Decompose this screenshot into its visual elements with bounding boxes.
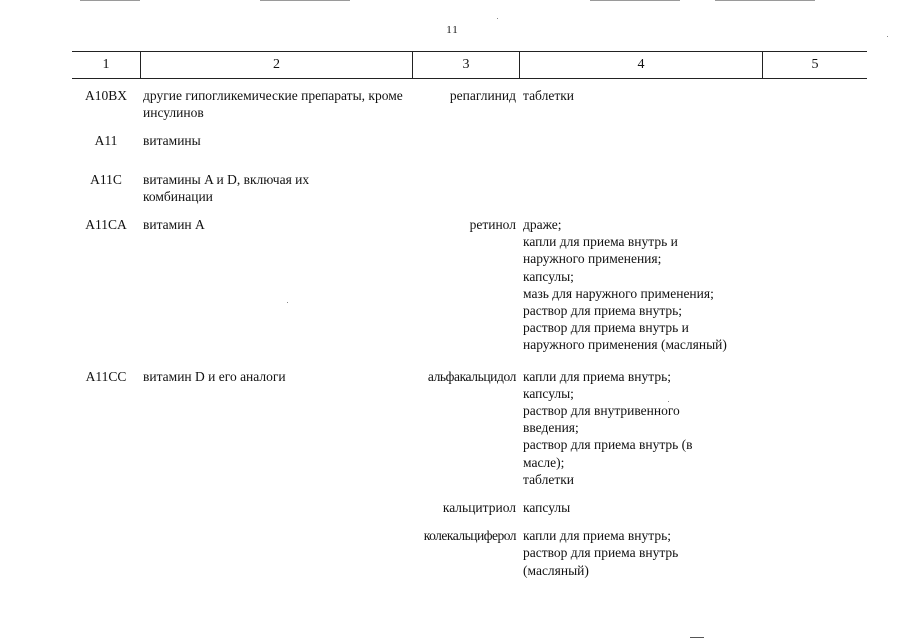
group-name: витамин D и его аналоги [143,368,286,384]
table-row [72,171,867,205]
extra-cell [762,171,867,205]
atc-code: A10BX [84,88,127,103]
drug-name: колекальциферол [423,528,516,544]
atc-code: A11CA [85,217,127,233]
scan-artifact-line [590,0,680,1]
header-col-2: 2 [140,52,412,78]
group-name [140,499,412,516]
group-name [140,527,412,579]
group-name: витамины [143,133,201,149]
table-row [72,132,867,149]
dosage-forms [519,171,762,205]
header-col-1: 1 [102,57,110,72]
scan-artifact-line [260,0,350,1]
drug-name: кальцитриол [442,500,516,516]
page-number: 11 [446,24,459,36]
table-row [72,499,867,516]
scan-speck [887,36,888,37]
table-row [72,216,867,354]
atc-code: A11CC [85,368,127,384]
scan-speck [497,18,498,19]
table-row [72,527,867,579]
dosage-forms: капсулы [523,500,571,516]
dosage-forms: драже; капли для приема внутрь и наружного применения; капсулы; мазь для наружного применения; раствор для приема внутрь; раствор для приема внутрь и наружного применения (масляный) [523,217,727,353]
group-name: витамины A и D, включая их комбинации [143,171,310,204]
table-header-row [72,51,867,79]
scan-artifact-line [715,0,815,1]
dosage-forms [519,132,762,149]
atc-code: A11 [94,133,118,149]
table-row [72,368,867,488]
header-col-3: 3 [412,52,519,78]
table-row [72,87,867,121]
group-name: витамин A [143,217,205,233]
extra-cell [762,216,867,354]
drug-name: репаглинид [449,88,516,103]
atc-code [72,527,140,579]
extra-cell [762,368,867,488]
header-col-5: 5 [762,52,867,78]
group-name: другие гипогликемические препараты, кроме инсулинов [143,88,403,121]
extra-cell [762,499,867,516]
extra-cell [762,527,867,579]
atc-code [72,499,140,516]
drug-name [412,132,519,149]
drug-name: альфакальцидол [427,368,516,384]
dosage-forms: таблетки [523,88,575,103]
scan-artifact-line [690,637,704,638]
atc-code: A11C [90,171,122,187]
drug-name: ретинол [469,217,516,233]
scan-artifact-line [80,0,140,1]
dosage-forms: капли для приема внутрь; раствор для приема внутрь (масляный) [523,528,679,578]
drug-table [72,51,867,579]
extra-cell [762,132,867,149]
drug-name [412,171,519,205]
extra-cell [762,87,867,121]
header-col-4: 4 [519,52,762,78]
dosage-forms: капли для приема внутрь; капсулы; раствор для внутривенного введения; раствор для приема внутрь (в масле); таблетки [523,368,693,487]
